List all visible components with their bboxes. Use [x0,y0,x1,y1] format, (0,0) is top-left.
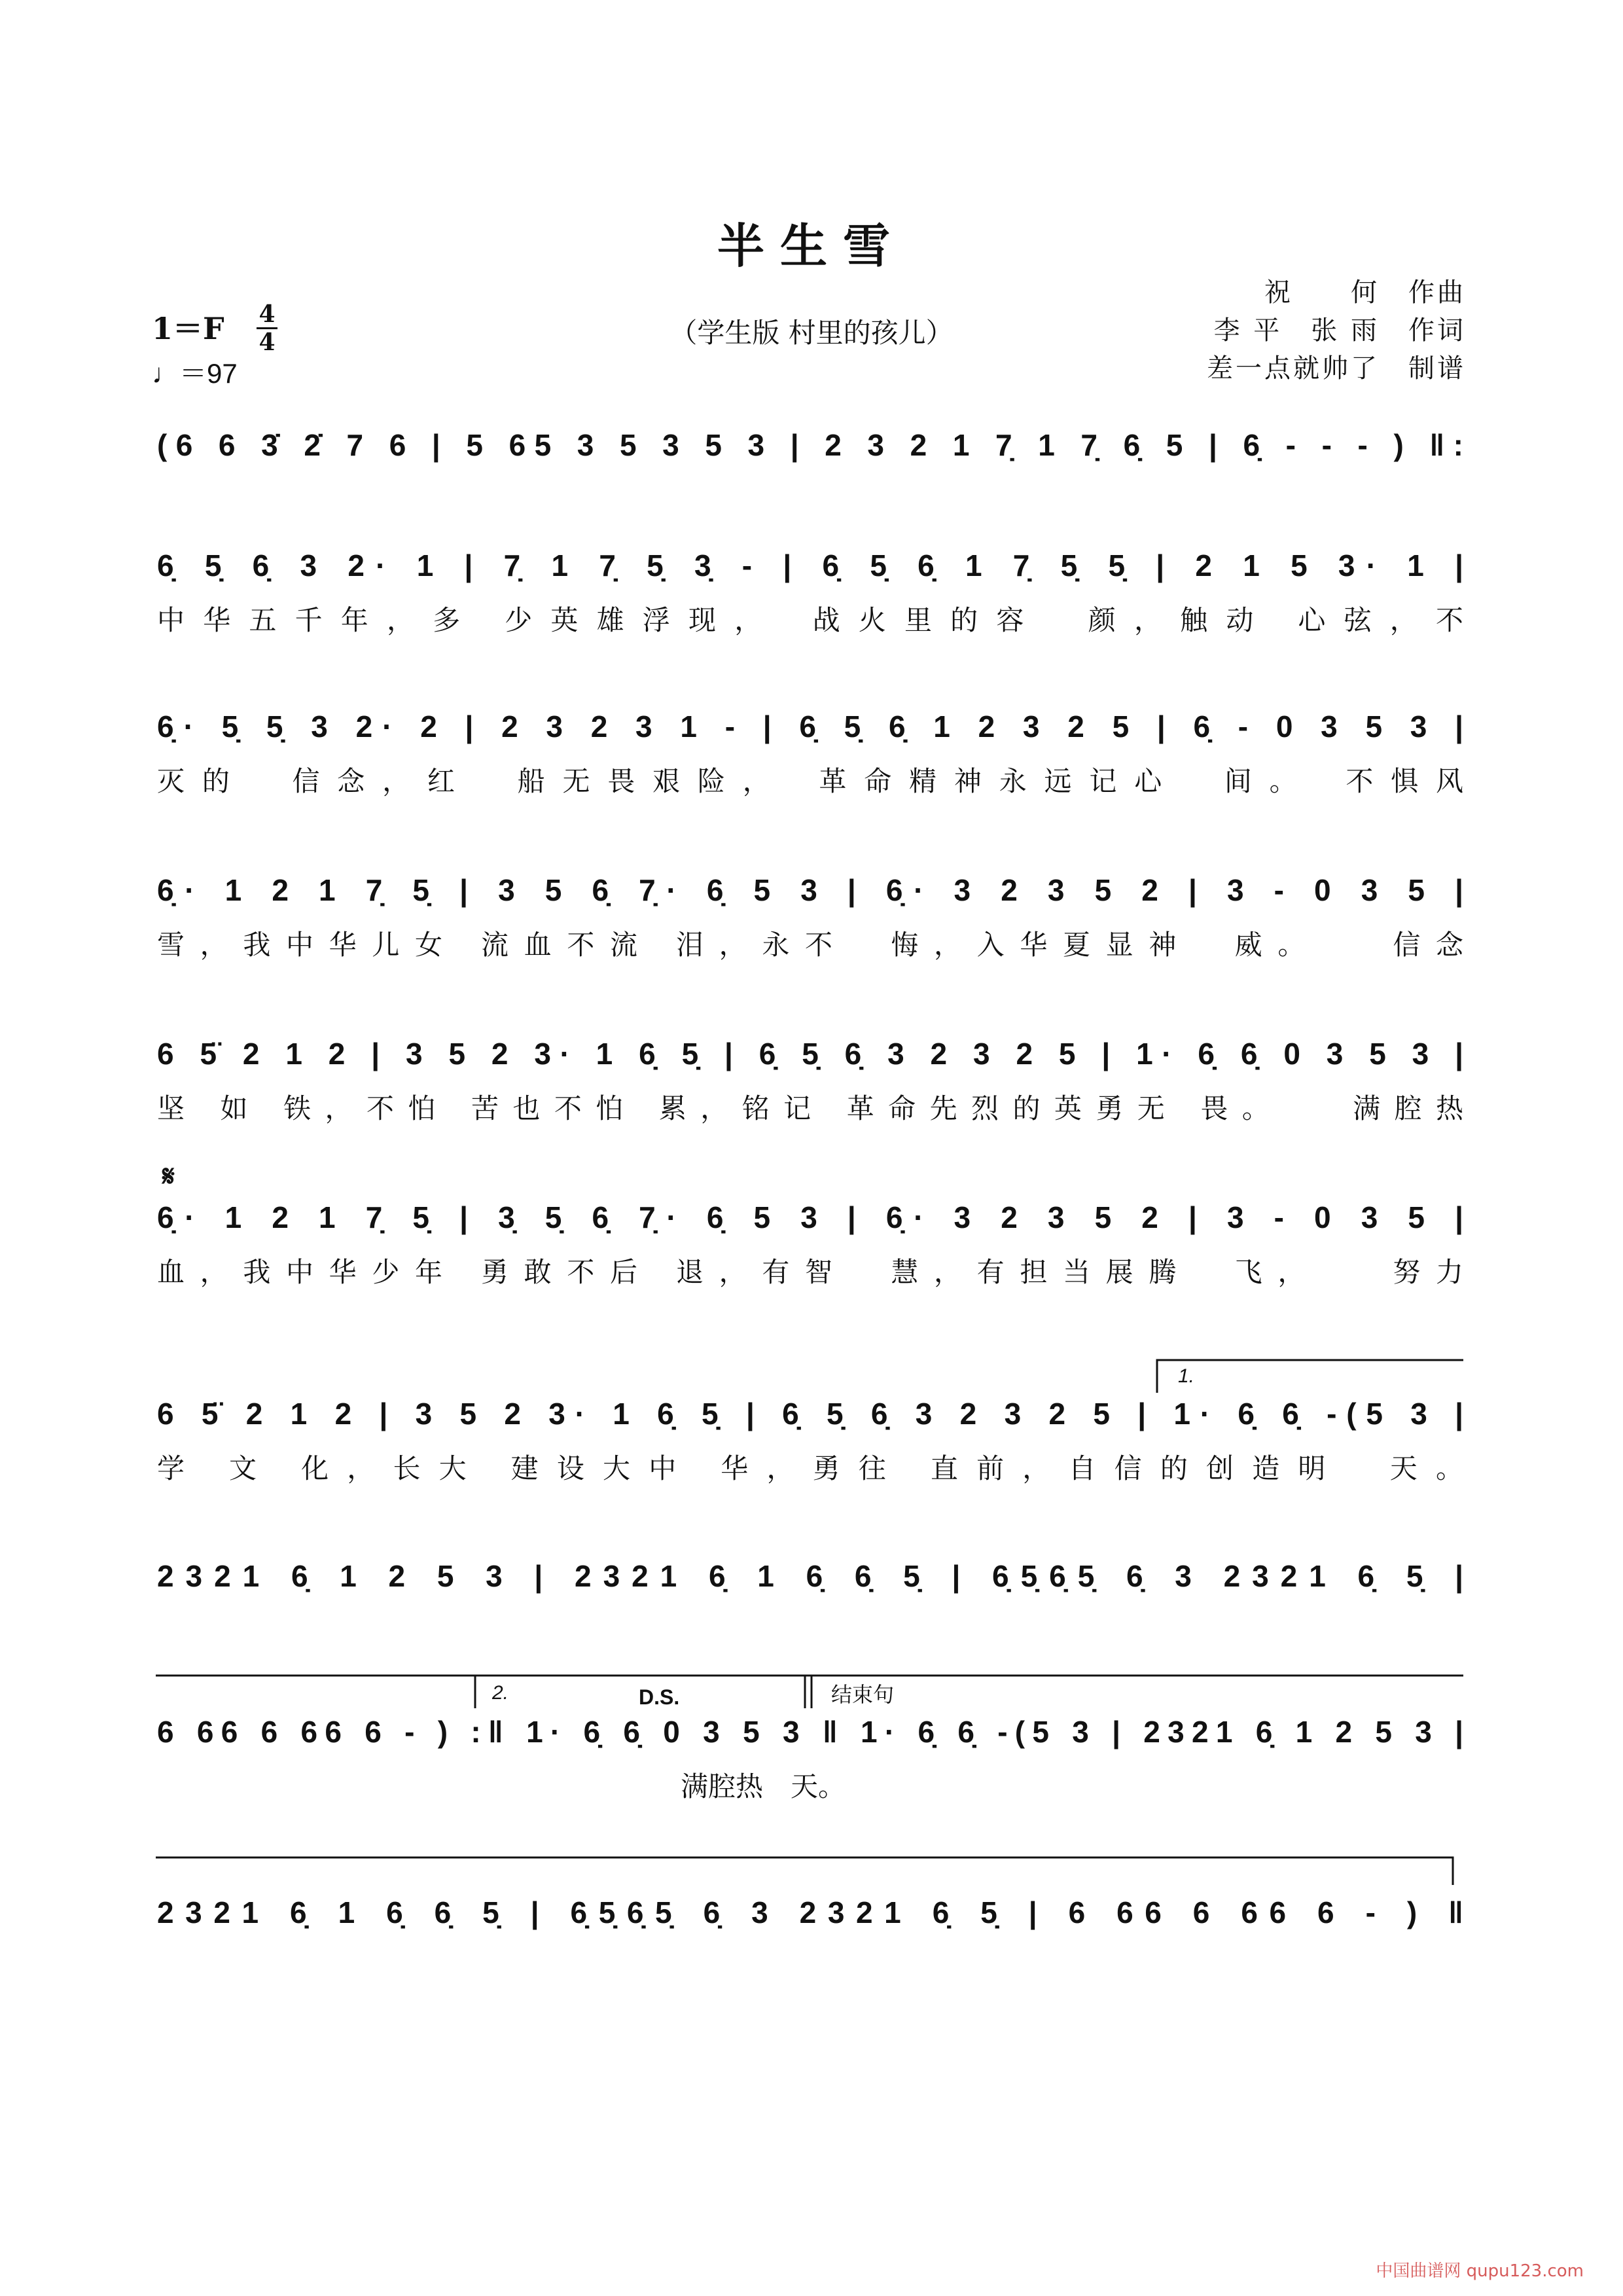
ending-1-bracket [1157,1360,1463,1393]
score-system [157,1200,1463,1287]
ending-2-label: 2. [492,1682,509,1704]
system-lyrics: 血，我中华少年 勇敢不后 退，有智 慧，有担当展腾 飞， 努力 [157,1257,1463,1287]
coda-label: 结束句 [831,1683,895,1706]
quarter-note-icon: ♩ [152,358,179,389]
system-notes: 6 5̈ 2 1 2 | 3 5 2 3· 1 6̣ 5̣ | 6̣ 5̣ 6̣ 3 2 3 2 5 | 1· 6̣ 6̣ 0 3 5 3 | [157,1037,1464,1071]
system-lyrics: 中华五千年，多 少英雄浮现， 战火里的容 颜，触动 心弦，不 [157,605,1463,636]
watermark: 中国曲谱网 qupu123.com [1376,2261,1584,2281]
key-signature: 1＝F [152,311,224,346]
subtitle: （学生版 村里的孩儿） [669,317,954,349]
final-bracket [156,1857,1453,1885]
system-lyrics: 满腔热 天。 [681,1771,846,1802]
score-system [157,1715,1463,1802]
composer-credit: 祝 何 作曲 [1264,278,1466,308]
time-signature-denominator: 4 [259,329,276,356]
score-system [157,1895,1463,1929]
system-notes: 6̣· 5̣ 5̣ 3 2· 2 | 2 3 2 3 1 - | 6̣ 5̣ 6̣ 1 2 3 2 5 | 6̣ - 0 3 5 3 | [157,709,1464,744]
score-system [157,1397,1463,1484]
system-notes: 6 66 6 66 6 - ) :‖ 1· 6̣ 6̣ 0 3 5 3 ‖ 1· 6̣ 6̣ -(5 3 | 2321 6̣ 1 2 5 3 | [157,1715,1464,1749]
time-signature-numerator: 4 [259,300,276,328]
score-system [157,1037,1464,1124]
system-lyrics: 灭的 信念，红 船无畏艰险， 革命精神永远记心 间。 不惧风 [157,766,1463,797]
score-system [157,873,1464,960]
system-notes: 2321 6̣ 1 6̣ 6̣ 5̣ | 6̣5̣6̣5̣ 6̣ 3 2321 6̣ 5̣ | 6 66 6 66 6 - ) ‖ [157,1895,1464,1929]
coda-bracket [812,1676,894,1708]
system-notes: 6 5̈ 2 1 2 | 3 5 2 3· 1 6̣ 5̣ | 6̣ 5̣ 6̣ 3 2 3 2 5 | 1· 6̣ 6̣ -(5 3 | [157,1397,1463,1431]
ds-label: D.S. [639,1685,680,1709]
score-systems [157,428,1464,1929]
score-system [157,1559,1463,1593]
lyricist-credit: 李 平 张 雨 作词 [1213,315,1466,346]
system-lyrics: 雪，我中华儿女 流血不流 泪，永不 悔，入华夏显神 威。 信念 [157,929,1463,960]
system-notes: 6̣· 1 2 1 7̣ 5̣ | 3 5 6̣ 7̣· 6̣ 5 3 | 6̣· 3 2 3 5 2 | 3 - 0 3 5 | [157,873,1463,907]
page-title: 半生雪 [717,218,906,274]
system-lyrics: 学 文 化，长大 建设大中 华，勇往 直前，自信的创造明 天。 [157,1453,1464,1484]
system-lyrics: 坚 如 铁，不怕 苦也不怕 累，铭记 革命先烈的英勇无 畏。 满腔热 [157,1093,1464,1124]
transcriber-credit: 差一点就帅了 制谱 [1207,353,1466,384]
tempo-value: ＝97 [179,358,238,389]
segno-mark: 𝄋 [162,1160,175,1193]
ending-1-label: 1. [1178,1365,1195,1387]
system-notes: (6 6 3̇ 2̇ 7 6 | 5 65 3 5 3 5 3 | 2 3 2 1 7̣ 1 7̣ 6̣ 5 | 6̣ - - - ) ‖: [157,428,1463,462]
score-system [157,428,1463,462]
score-system [157,548,1463,636]
system-notes: 6̣ 5̣ 6̣ 3 2· 1 | 7̣ 1 7̣ 5̣ 3̣ - | 6̣ 5̣ 6̣ 1 7̣ 5̣ 5̣ | 2 1 5 3· 1 | [157,548,1464,583]
system-notes: 6̣· 1 2 1 7̣ 5̣ | 3̣ 5̣ 6̣ 7̣· 6̣ 5 3 | 6̣· 3 2 3 5 2 | 3 - 0 3 5 | [157,1200,1463,1234]
ending-2-bracket [156,1676,1463,1709]
system-notes: 2321 6̣ 1 2 5 3 | 2321 6̣ 1 6̣ 6̣ 5̣ | 6̣5̣6̣5̣ 6̣ 3 2321 6̣ 5̣ | [157,1559,1463,1593]
score-system [157,709,1463,797]
